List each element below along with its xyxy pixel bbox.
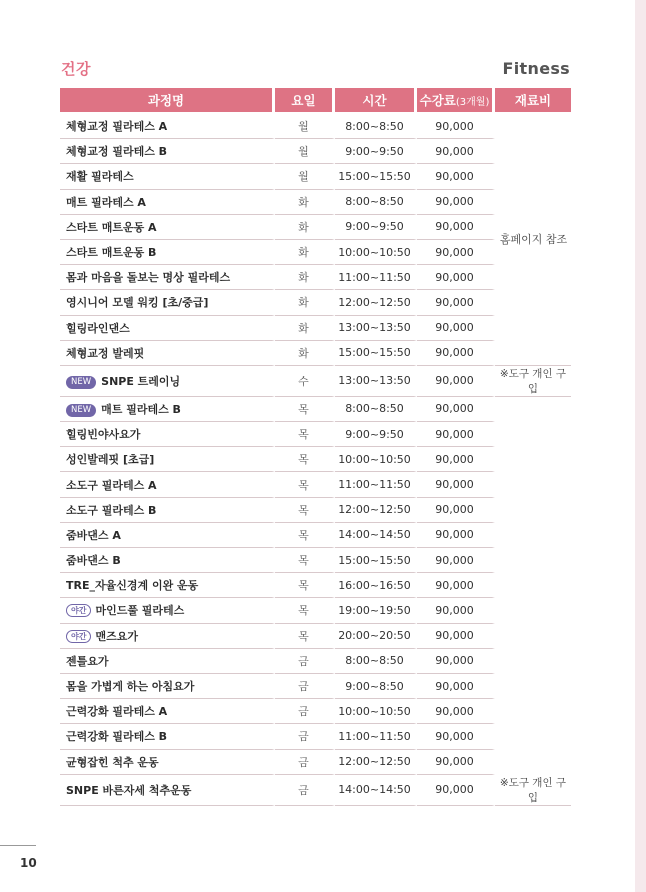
table-row [60,649,571,674]
course-time: 15:00~15:50 [335,341,417,366]
table-row [60,139,571,164]
course-fee: 90,000 [417,750,495,775]
course-name: 스타트 매트운동 A [66,220,157,234]
course-name-cell [60,139,275,164]
course-time: 9:00~8:50 [335,674,417,699]
course-name-cell [60,190,275,215]
course-material [495,265,571,290]
course-time: 16:00~16:50 [335,573,417,598]
course-name-cell [60,750,275,775]
course-fee: 90,000 [417,290,495,315]
course-day: 목 [275,397,335,422]
course-day: 월 [275,114,335,139]
course-time: 15:00~15:50 [335,164,417,189]
table-row [60,750,571,775]
header-time: 시간 [335,88,417,114]
course-day: 목 [275,447,335,472]
course-name-cell [60,775,275,806]
course-material [495,341,571,366]
course-material [495,472,571,497]
header-name: 과정명 [60,88,275,114]
course-fee: 90,000 [417,498,495,523]
course-time: 11:00~11:50 [335,472,417,497]
course-name-cell [60,341,275,366]
course-fee: 90,000 [417,624,495,649]
course-name-cell [60,422,275,447]
course-time: 8:00~8:50 [335,649,417,674]
course-material [495,724,571,749]
course-day: 금 [275,775,335,806]
course-material [495,523,571,548]
course-name-cell [60,366,275,397]
table-row [60,190,571,215]
header-fee-label: 수강료 [419,93,456,108]
course-day: 화 [275,341,335,366]
course-time: 10:00~10:50 [335,699,417,724]
course-fee: 90,000 [417,341,495,366]
course-name-cell [60,240,275,265]
section-title-en: Fitness [502,59,570,78]
header-day: 요일 [275,88,335,114]
course-day: 목 [275,523,335,548]
course-name-cell [60,447,275,472]
table-row [60,624,571,649]
table-row [60,265,571,290]
course-fee: 90,000 [417,523,495,548]
course-day: 목 [275,498,335,523]
course-name: 매트 필라테스 B [101,402,181,416]
course-material [495,114,571,139]
course-material [495,498,571,523]
course-time: 9:00~9:50 [335,422,417,447]
course-name: SNPE 바른자세 척추운동 [66,783,192,797]
course-fee: 90,000 [417,699,495,724]
course-time: 8:00~8:50 [335,190,417,215]
course-day: 목 [275,598,335,623]
table-row [60,472,571,497]
course-fee: 90,000 [417,422,495,447]
course-name-cell [60,523,275,548]
course-time: 10:00~10:50 [335,447,417,472]
course-name: 근력강화 필라테스 A [66,705,168,719]
footer-rule [0,845,36,846]
course-fee: 90,000 [417,114,495,139]
night-badge: 야간 [66,604,91,617]
course-name: 균형잡힌 척추 운동 [66,755,159,769]
course-name: 소도구 필라테스 B [66,503,157,517]
course-fee: 90,000 [417,240,495,265]
course-material [495,624,571,649]
table-row [60,775,571,806]
course-name-cell [60,674,275,699]
course-name-cell [60,265,275,290]
course-name-cell [60,624,275,649]
course-name: 재활 필라테스 [66,170,134,184]
course-name: 몸을 가볍게 하는 아침요가 [66,680,195,694]
course-material [495,139,571,164]
course-name-cell [60,598,275,623]
table-row [60,523,571,548]
course-time: 8:00~8:50 [335,397,417,422]
course-fee: 90,000 [417,598,495,623]
page-number: 10 [20,856,37,870]
course-fee: 90,000 [417,447,495,472]
course-name: 힐링라인댄스 [66,321,130,335]
course-material [495,190,571,215]
course-name: 매트 필라테스 A [66,195,146,209]
course-day: 목 [275,422,335,447]
course-name: 스타트 매트운동 B [66,246,157,260]
header-fee [417,88,495,114]
course-name: 소도구 필라테스 A [66,478,157,492]
course-fee: 90,000 [417,548,495,573]
course-material [495,674,571,699]
course-day: 목 [275,472,335,497]
course-name: 맨즈요가 [95,629,138,643]
course-material [495,447,571,472]
course-fee: 90,000 [417,265,495,290]
course-time: 20:00~20:50 [335,624,417,649]
course-material [495,649,571,674]
course-time: 13:00~13:50 [335,316,417,341]
course-time: 15:00~15:50 [335,548,417,573]
course-name: 줌바댄스 A [66,528,121,542]
course-fee: 90,000 [417,649,495,674]
course-day: 화 [275,290,335,315]
table-header-row [60,88,571,114]
course-material [495,573,571,598]
table-row [60,674,571,699]
course-day: 월 [275,164,335,189]
course-fee: 90,000 [417,215,495,240]
course-time: 14:00~14:50 [335,775,417,806]
page-side-strip [635,0,646,892]
course-time: 10:00~10:50 [335,240,417,265]
course-day: 금 [275,699,335,724]
table-row [60,397,571,422]
course-fee: 90,000 [417,472,495,497]
table-row [60,573,571,598]
course-name-cell [60,114,275,139]
table-row [60,290,571,315]
course-fee: 90,000 [417,775,495,806]
course-material: ※도구 개인 구입 [495,775,571,806]
table-row [60,447,571,472]
course-material [495,422,571,447]
table-row [60,164,571,189]
course-fee: 90,000 [417,190,495,215]
course-day: 금 [275,674,335,699]
course-fee: 90,000 [417,674,495,699]
course-name: 줌바댄스 B [66,554,121,568]
course-name: 몸과 마음을 돌보는 명상 필라테스 [66,271,231,285]
night-badge: 야간 [66,630,91,643]
course-name-cell [60,649,275,674]
table-row [60,114,571,139]
course-day: 화 [275,215,335,240]
material-note: 홈페이지 참조 [499,233,568,246]
table-row [60,215,571,240]
course-name: 근력강화 필라테스 B [66,730,168,744]
course-name: 영시니어 모델 워킹 [초/중급] [66,296,209,310]
course-name: 젠틀요가 [66,654,109,668]
table-row [60,422,571,447]
course-name-cell [60,699,275,724]
course-day: 금 [275,750,335,775]
course-time: 11:00~11:50 [335,265,417,290]
course-time: 9:00~9:50 [335,215,417,240]
course-name-cell [60,164,275,189]
course-day: 목 [275,624,335,649]
course-fee: 90,000 [417,139,495,164]
table-row [60,240,571,265]
course-time: 12:00~12:50 [335,750,417,775]
course-day: 수 [275,366,335,397]
course-time: 13:00~13:50 [335,366,417,397]
course-name-cell [60,215,275,240]
course-fee: 90,000 [417,316,495,341]
table-row [60,598,571,623]
course-name: 체형교정 필라테스 B [66,145,168,159]
course-name: SNPE 트레이닝 [101,374,181,388]
course-fee: 90,000 [417,397,495,422]
course-name-cell [60,397,275,422]
course-day: 목 [275,548,335,573]
course-name-cell [60,573,275,598]
course-day: 월 [275,139,335,164]
course-time: 8:00~8:50 [335,114,417,139]
header-material: 재료비 [495,88,571,114]
table-row [60,498,571,523]
course-table [60,88,571,806]
course-day: 화 [275,190,335,215]
course-day: 화 [275,265,335,290]
course-name-cell [60,498,275,523]
table-row [60,341,571,366]
course-fee: 90,000 [417,724,495,749]
course-name-cell [60,724,275,749]
course-name: 성인발레핏 [초급] [66,453,155,467]
table-row [60,724,571,749]
course-time: 14:00~14:50 [335,523,417,548]
course-name: 체형교정 필라테스 A [66,120,168,134]
course-day: 목 [275,573,335,598]
course-name-cell [60,548,275,573]
table-row [60,548,571,573]
course-material: ※도구 개인 구입 [495,366,571,397]
course-time: 12:00~12:50 [335,290,417,315]
new-badge: NEW [66,404,96,417]
course-fee: 90,000 [417,164,495,189]
course-time: 9:00~9:50 [335,139,417,164]
course-name-cell [60,290,275,315]
course-name: 마인드풀 필라테스 [95,604,185,618]
course-material [495,699,571,724]
course-material [495,548,571,573]
course-time: 12:00~12:50 [335,498,417,523]
course-name: 체형교정 발레핏 [66,346,145,360]
course-material [495,397,571,422]
course-material [495,750,571,775]
course-day: 금 [275,649,335,674]
course-fee: 90,000 [417,366,495,397]
course-time: 11:00~11:50 [335,724,417,749]
table-row [60,366,571,397]
header-fee-sub: (3개월) [455,97,490,108]
course-time: 19:00~19:50 [335,598,417,623]
course-name-cell [60,472,275,497]
course-name-cell [60,316,275,341]
course-material [495,290,571,315]
course-day: 화 [275,316,335,341]
table-row [60,316,571,341]
course-material [495,598,571,623]
section-title: 건강 [61,60,91,78]
course-material [495,164,571,189]
course-day: 금 [275,724,335,749]
course-fee: 90,000 [417,573,495,598]
course-name: 힐링빈야사요가 [66,428,141,442]
new-badge: NEW [66,376,96,389]
table-row [60,699,571,724]
course-name: TRE_자율신경계 이완 운동 [66,579,199,593]
course-material [495,316,571,341]
course-day: 화 [275,240,335,265]
